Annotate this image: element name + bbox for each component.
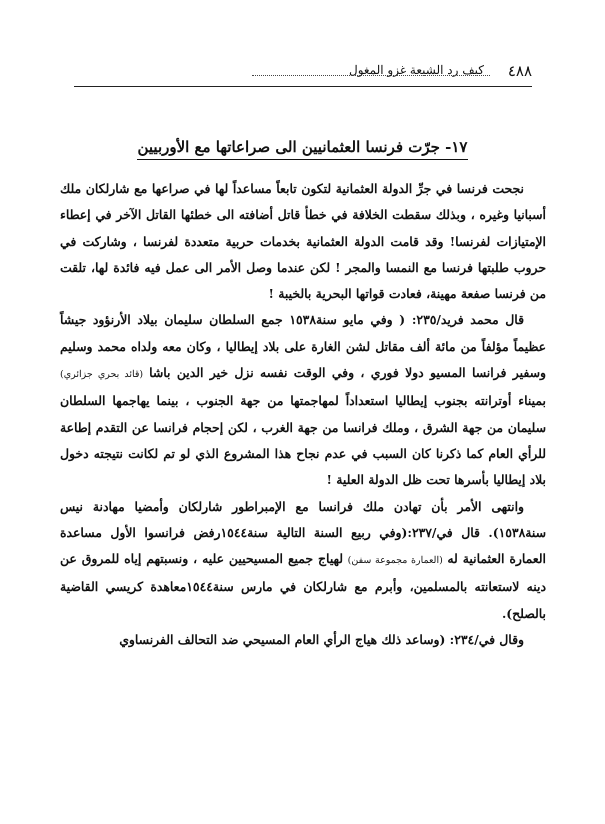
paragraph-2-text-a: قال محمد فريد/٢٣٥: ( وفي مايو سنة١٥٣٨ جمع السلطان سليمان بيلاد الأرنؤود جيشاً عظيماً مؤلفاً من مائة ألف مقاتل لشن الغارة على بلاد إيطاليا ، وكان معه ولداه محمد وسليم وسفير فرانسا المسيو دولا فوري ، وفي الوقت نفسه نزل خير الدين باشا [60, 312, 546, 381]
paragraph-2-text-b: بميناء أوترانته بجنوب إيطاليا استعداداً لمهاجمتها من جهة الجنوب ، بينما يهاجمها السلطان سليمان من جهة الشرق ، وملك فرانسا من جهة الغرب ، لكن إحجام فرانسا عن التقدم إطاعة للرأي العام كما ذكرنا كان السبب في عدم نجاح هذا المشروع الذي لو تم لكانت نتيجته دخول بلاد إيطاليا بأسرها تحت ظل الدولة العلية ! [60, 393, 546, 488]
page-number: ٤٨٨ [507, 62, 532, 80]
header-dot-leader [252, 75, 490, 76]
running-title: كيف رد الشيعة غزو المغول [348, 63, 484, 77]
paragraph-1-text: نجحت فرنسا في جرِّ الدولة العثمانية لتكون تابعاً مساعداً لها في صراعها مع شارلكان ملك أسبانيا وغيره ، وبذلك سقطت الخلافة في خطأ قاتل أضافته الى خطئها القاتل الآخر في إعطاء الإمتيازات لفرنسا! وقد قامت الدولة العثمانية بخدمات حربية متعددة لفرنسا ، وشاركت في حروب طلبتها فرنسا مع النمسا والمجر ! لكن عندما وصل الأمر الى عمل فيه فائدة لها، تلقت من فرنسا صفعة مهينة، فعادت قواتها البحرية بالخيبة ! [60, 181, 546, 302]
chapter-title [0, 138, 605, 156]
chapter-title-text: ١٧- جرّت فرنسا العثمانيين الى صراعاتها مع الأوربيين [137, 138, 467, 160]
paragraph-3-text-b: لهياج جميع المسيحيين عليه ، ونسبتهم إياه للمروق عن دينه لاستعانته بالمسلمين، وأبرم مع شارلكان في مارس سنة١٥٤٤معاهدة كريسي القاضية بالصلح). [60, 551, 546, 621]
paragraph-3-note: (العمارة مجموعة سفن) [347, 555, 443, 567]
paragraph-4 [60, 627, 546, 653]
paragraph-3 [60, 494, 546, 627]
body-text [60, 176, 546, 653]
paragraph-3-text-a: وانتهى الأمر بأن تهادن ملك فرانسا مع الإمبراطور شارلكان وأمضيا مهادنة نيس سنة١٥٣٨). قال في/٢٣٧:(وفي ربيع السنة التالية سنة١٥٤٤رفض فرانسوا الأول مساعدة العمارة العثمانية له [60, 498, 546, 567]
paragraph-1 [60, 176, 546, 307]
paragraph-2-note: (قائد بحري جزائري) [60, 369, 144, 381]
page-header [74, 60, 532, 87]
paragraph-4-text: وقال في/٢٣٤: (وساعد ذلك هياج الرأي العام المسيحي ضد التحالف الفرنساوي [119, 632, 524, 648]
paragraph-2 [60, 307, 546, 493]
